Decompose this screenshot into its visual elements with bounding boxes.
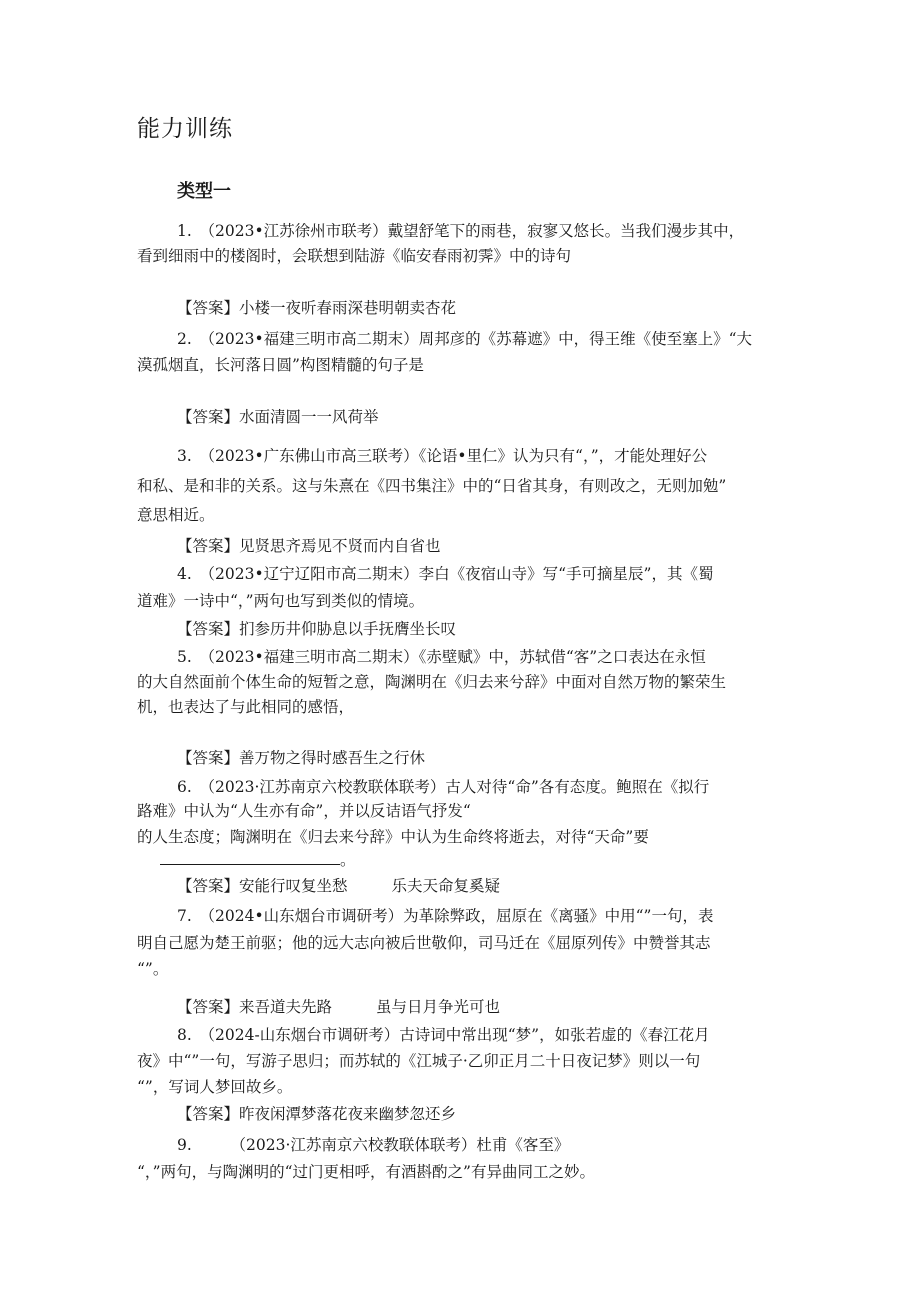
answer-6-part-1: 【答案】安能行叹复坐愁 — [177, 877, 348, 895]
page-title: 能力训练 — [137, 116, 233, 142]
question-7-line-2: 明自己愿为楚王前驱；他的远大志向被后世敬仰，司马迁在《屈原列传》中赞誉其志 — [137, 934, 711, 952]
question-9-line-2: “，”两句，与陶渊明的“过门更相呼，有酒斟酌之”有异曲同工之妙。 — [137, 1163, 595, 1181]
question-6-line-3: 的人生态度；陶渊明在《归去来兮辞》中认为生命终将逝去，对待“天命”要 — [137, 828, 649, 846]
question-6-line-1: 6. （2023·江苏南京六校教联体联考）古人对待“命”各有态度。鲍照在《拟行 — [177, 778, 710, 796]
question-8-line-3: “”，写词人梦回故乡。 — [137, 1078, 293, 1096]
answer-6 — [177, 876, 500, 896]
question-5-line-1: 5. （2023•福建三明市高二期末）《赤壁赋》中，苏轼借“客”之口表达在永恒 — [177, 648, 706, 666]
answer-7-part-1: 【答案】来吾道夫先路 — [177, 998, 333, 1016]
question-1-line-1: 1. （2023•江苏徐州市联考）戴望舒笔下的雨巷，寂寥又悠长。当我们漫步其中， — [177, 222, 745, 240]
question-9-line-1: 9. （2023·江苏南京六校教联体联考）杜甫《客至》 — [177, 1136, 570, 1154]
question-2-line-1: 2. （2023•福建三明市高二期末）周邦彦的《苏幕遮》中，得王维《使至塞上》“大 — [177, 330, 753, 348]
answer-7 — [177, 997, 500, 1017]
question-3-line-2: 和私、是和非的关系。这与朱熹在《四书集注》中的“日省其身，有则改之，无则加勉” — [137, 477, 727, 495]
question-6-line-2: 路难》中认为“人生亦有命”，并以反诘语气抒发“ — [137, 802, 471, 820]
question-5-line-2: 的大自然面前个体生命的短暂之意，陶渊明在《归去来兮辞》中面对自然万物的繁荣生 — [137, 673, 727, 691]
question-4-line-2: 道难》一诗中“，”两句也写到类似的情境。 — [137, 592, 425, 610]
blank-period: 。 — [340, 851, 356, 869]
question-6-blank-line — [160, 850, 356, 870]
question-3-line-3: 意思相近。 — [137, 506, 215, 524]
answer-3: 【答案】见贤思齐焉见不贤而内自省也 — [177, 537, 441, 555]
question-7-line-3: “”。 — [137, 960, 169, 978]
question-2-line-2: 漠孤烟直，长河落日圆”构图精髓的句子是 — [137, 356, 424, 374]
question-3-line-1: 3. （2023•广东佛山市高三联考）《论语•里仁》认为只有“，”，才能处理好公 — [177, 447, 708, 465]
answer-4: 【答案】扪参历井仰胁息以手抚膺坐长叹 — [177, 620, 457, 638]
answer-2: 【答案】水面清圆一一风荷举 — [177, 408, 379, 426]
section-heading: 类型一 — [177, 181, 231, 202]
question-8-line-1: 8. （2024-山东烟台市调研考）古诗词中常出现“梦”，如张若虚的《春江花月 — [177, 1026, 710, 1044]
question-7-line-1: 7. （2024•山东烟台市调研考）为革除弊政，屈原在《离骚》中用“”一句，表 — [177, 907, 714, 925]
question-8-line-2: 夜》中“”一句，写游子思归；而苏轼的《江城子·乙卯正月二十日夜记梦》则以一句 — [137, 1052, 701, 1070]
fill-blank — [160, 850, 340, 865]
answer-8: 【答案】昨夜闲潭梦落花夜来幽梦忽还乡 — [177, 1105, 457, 1123]
answer-1: 【答案】小楼一夜听春雨深巷明朝卖杏花 — [177, 299, 457, 317]
question-1-line-2: 看到细雨中的楼阁时，会联想到陆游《临安春雨初霁》中的诗句 — [137, 247, 572, 265]
answer-6-part-2: 乐夫天命复奚疑 — [391, 877, 501, 895]
question-4-line-1: 4. （2023•辽宁辽阳市高二期末）李白《夜宿山寺》写“手可摘星辰”，其《蜀 — [177, 565, 714, 583]
answer-7-part-2: 虽与日月争光可也 — [376, 998, 501, 1016]
question-5-line-3: 机，也表达了与此相同的感悟， — [137, 698, 355, 716]
answer-5: 【答案】善万物之得时感吾生之行休 — [177, 749, 426, 767]
